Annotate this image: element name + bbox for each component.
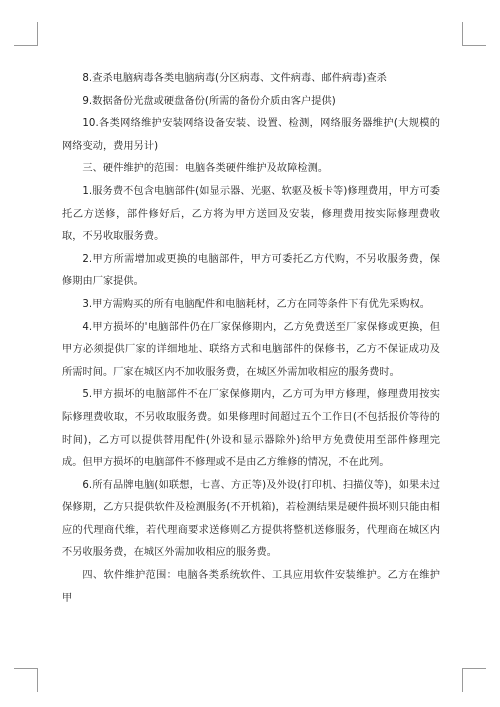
crop-mark-top-right-horizontal: [462, 45, 486, 46]
paragraph-hardware-item-4: 4.甲方损坏的'电脑部件仍在厂家保修期内，乙方免费送至厂家保修或更换，但甲方必须提供厂家的详细地址、联络方式和电脑部件的保修书，乙方不保证成功及所需时间。厂家在城区内不加收服务费，在城区外需加收相应的服务费时。: [62, 321, 440, 378]
paragraph-item-8-virus-removal: 8.查杀电脑病毒各类电脑病毒(分区病毒、文件病毒、邮件病毒)查杀: [82, 73, 387, 84]
crop-mark-bottom-right-horizontal: [462, 668, 486, 669]
paragraph-hardware-item-6: 6.所有品牌电脑(如联想，七喜、方正等)及外设(打印机、扫描仪等)，如果未过保修期，乙方只提供软件及检测服务(不开机箱)，若检测结果是硬件损坏则只能由相应的代理商代维，若代理商要求送修则乙方提供将整机送修服务，代理商在城区内不另收服务费，在城区外需加收相应的服务费。: [62, 479, 440, 559]
crop-mark-top-left-vertical: [37, 22, 38, 46]
crop-mark-top-left-horizontal: [14, 45, 38, 46]
crop-mark-bottom-right-vertical: [462, 668, 463, 692]
section-heading-hardware-scope: 三、硬件维护的范围：电脑各类硬件维护及故障检测。: [82, 163, 329, 175]
paragraph-item-10-network-maintenance: 10.各类网络维护安装网络设备安装、设置、检测，网络服务器维护(大规模的网络变动，费用另计): [62, 118, 440, 152]
paragraph-hardware-item-2: 2.甲方所需增加或更换的电脑部件，甲方可委托乙方代购，不另收服务费，保修期由厂家提供。: [62, 253, 440, 288]
paragraph-hardware-item-1: 1.服务费不包含电脑部件(如显示器、光驱、软驱及板卡等)修理费用，甲方可委托乙方送修，部件修好后，乙方将为甲方送回及安装，修理费用按实际修理费收取，不另收取服务费。: [62, 185, 440, 243]
crop-mark-top-right-vertical: [462, 22, 463, 46]
paragraph-item-9-data-backup: 9.数据备份光盘或硬盘备份(所需的备份介质由客户提供): [82, 95, 336, 107]
crop-mark-bottom-left-vertical: [37, 668, 38, 692]
paragraph-hardware-item-5: 5.甲方损坏的电脑部件不在厂家保修期内，乙方可为甲方修理，修理费用按实际修理费收取，不另收取服务费。如果修理时间超过五个工作日(不包括报价等待的时间)，乙方可以提供替用配件(外设和显示器除外)给甲方免费使用至部件修理完成。但甲方损坏的电脑部件不修理或不是由乙方维修的情况，不在此列。: [62, 389, 440, 469]
paragraph-hardware-item-3: 3.甲方需购买的所有电脑配件和电脑耗材，乙方在同等条件下有优先采购权。: [82, 298, 431, 310]
crop-mark-bottom-left-horizontal: [14, 668, 38, 669]
section-heading-software-scope: 四、软件维护范围：电脑各类系统软件、工具应用软件安装维护。乙方在维护甲: [62, 570, 440, 604]
document-body: [62, 68, 440, 610]
